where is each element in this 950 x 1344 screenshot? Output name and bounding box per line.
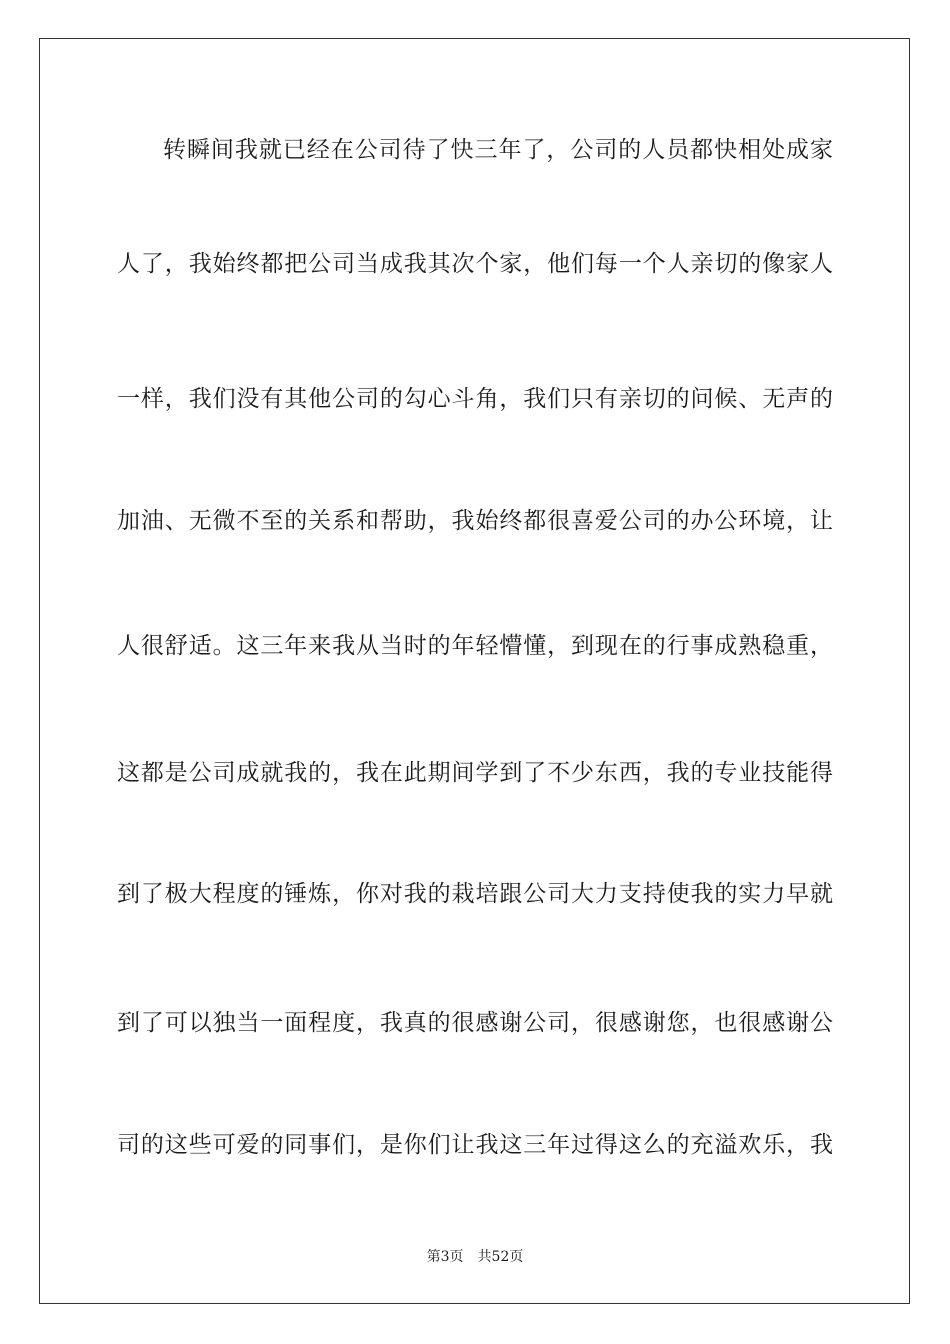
- body-line-5: 人很舒适。这三年来我从当时的年轻懵懂，到现在的行事成熟稳重，: [117, 633, 833, 659]
- page-border: [39, 38, 910, 1304]
- body-line-4: 加油、无微不至的关系和帮助，我始终都很喜爱公司的办公环境，让: [117, 508, 833, 534]
- body-line-2: 人了，我始终都把公司当成我其次个家，他们每一个人亲切的像家人: [117, 251, 833, 277]
- body-line-1: 转瞬间我就已经在公司待了快三年了，公司的人员都快相处成家: [163, 137, 833, 163]
- page-footer: [0, 1246, 950, 1266]
- body-line-3: 一样，我们没有其他公司的勾心斗角，我们只有亲切的问候、无声的: [117, 386, 833, 412]
- body-line-6: 这都是公司成就我的，我在此期间学到了不少东西，我的专业技能得: [117, 760, 833, 786]
- body-line-8: 到了可以独当一面程度，我真的很感谢公司，很感谢您，也很感谢公: [117, 1010, 833, 1036]
- page-total: 共52页: [477, 1249, 524, 1265]
- page-number: 第3页: [426, 1249, 464, 1265]
- body-line-9: 司的这些可爱的同事们，是你们让我这三年过得这么的充溢欢乐，我: [117, 1132, 833, 1158]
- body-line-7: 到了极大程度的锤炼，你对我的栽培跟公司大力支持使我的实力早就: [117, 881, 833, 907]
